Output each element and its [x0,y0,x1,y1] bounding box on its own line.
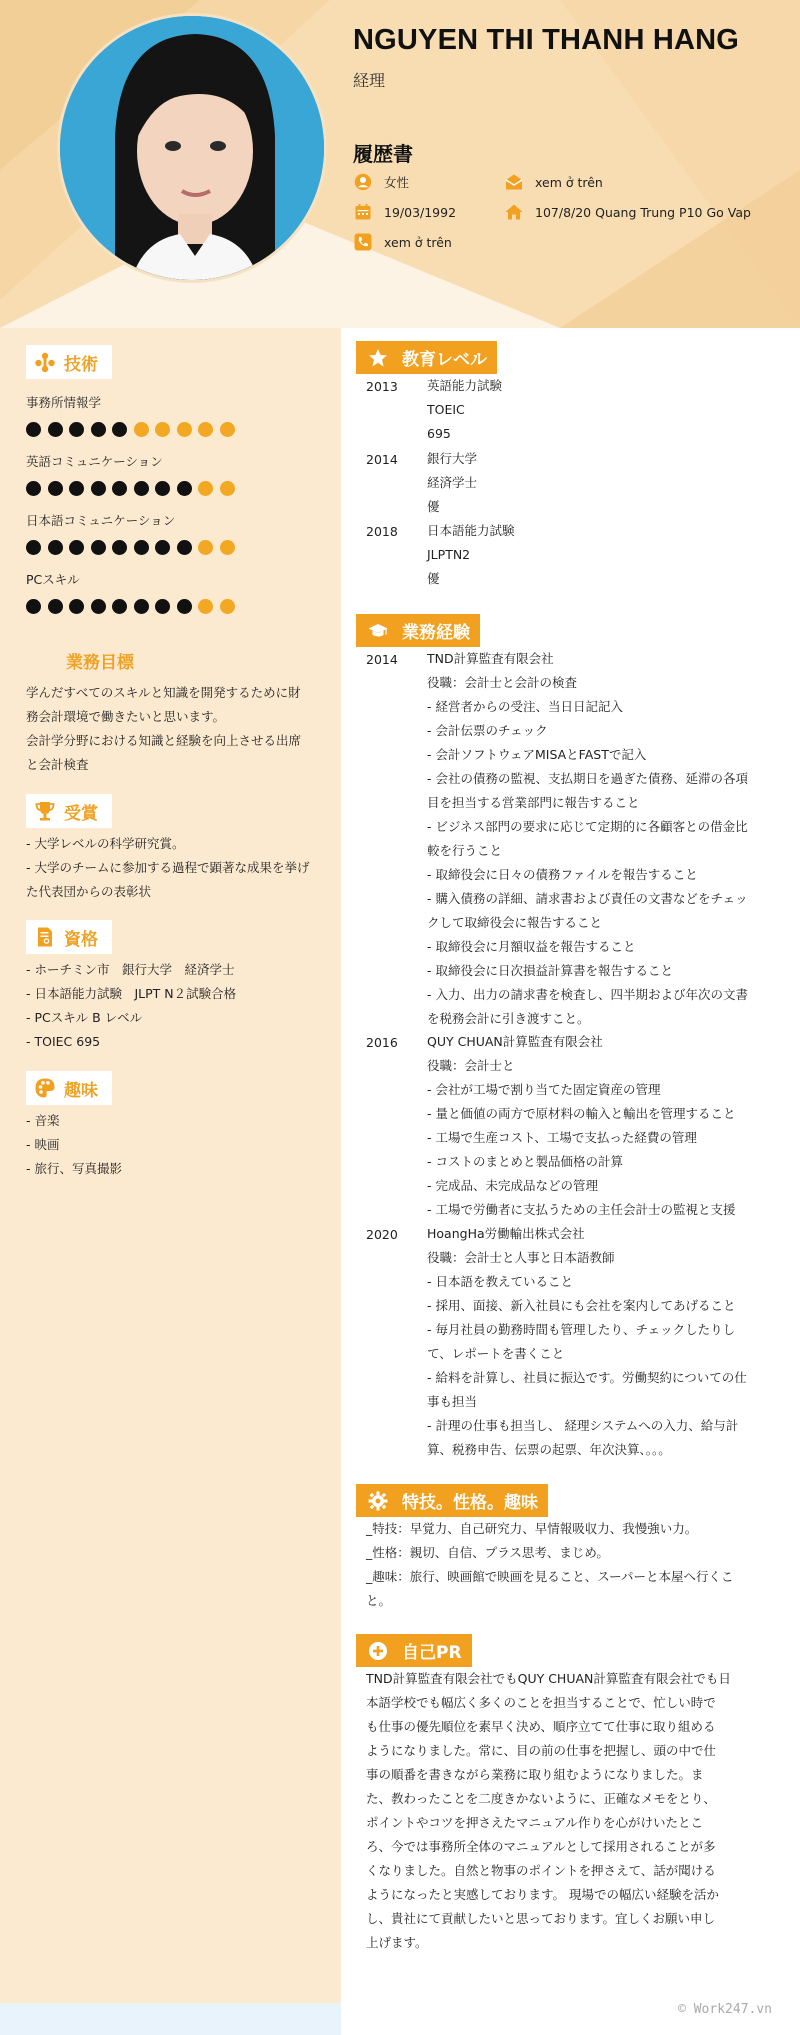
goal-text [26,681,326,777]
rating-dot-filled [91,481,106,496]
hobbies-text [26,1109,326,1181]
certificates-text [26,958,326,1054]
experience-line: 算、税務申告、伝票の起票、年次決算、。。。 [427,1442,671,1457]
goal-line: 務会計環境で働きたいと思います。 [26,709,226,724]
education-line: 経済学士 [427,475,478,490]
experience-line: - 取締役会に日次損益計算書を報告すること [427,963,673,978]
awards-text [26,832,326,904]
experience-entry [427,1222,777,1462]
self-pr-line: ろ、今では事務所全体のマニュアルとして採用されることが多 [366,1839,716,1854]
experience-line: - 取締役会に月額収益を報告すること [427,939,636,954]
education-title-text: 教育レベル [402,350,487,370]
skill-name: 英語コミュニケーション [26,454,163,469]
experience-line: - 会社の債務の監視、支払期日を過ぎた債務、延滞の各項 [427,771,748,786]
rating-dot-filled [134,481,149,496]
experience-line: クして取締役会に報告すること [427,915,603,930]
resume-title: 履歴書 [353,142,413,166]
plus-circle-icon [368,1641,388,1661]
experience-year: 2020 [366,1227,398,1242]
education-year: 2013 [366,379,398,394]
certificate-line: - TOIEC 695 [26,1034,101,1049]
rating-dot-empty [198,481,213,496]
education-line: 日本語能力試験 [427,523,515,538]
rating-dot-empty [220,481,235,496]
experience-line: 較を行うこと [427,843,503,858]
skill-rating [26,481,241,496]
education-section-title [356,341,497,374]
trophy-icon [34,800,56,822]
contact-birthdate [354,203,456,221]
rating-dot-filled [134,599,149,614]
rating-dot-empty [220,540,235,555]
rating-dot-filled [48,540,63,555]
experience-line: - 工場で生産コスト、工場で支払った経費の管理 [427,1130,697,1145]
rating-dot-filled [69,481,84,496]
self-pr-line: も仕事の優先順位を素早く決め、順序立てて仕事に取り組める [366,1719,716,1734]
self-pr-line: し、貴社にて貢献したいと思っております。宜しくお願い申し [366,1911,716,1926]
contact-address [505,203,751,221]
rating-dot-filled [26,540,41,555]
contact-email-text: xem ở trên [535,174,603,190]
self-pr-section-title [356,1634,472,1667]
experience-line: - 給料を計算し、社員に振込です。労働契約についての仕 [427,1370,747,1385]
self-pr-text [366,1667,776,1955]
email-icon [505,173,523,191]
home-icon [505,203,523,221]
rating-dot-empty [220,422,235,437]
rating-dot-filled [26,481,41,496]
profile-photo-illustration [60,16,327,283]
rating-dot-empty [155,422,170,437]
awards-line: た代表団からの表彰状 [26,884,152,899]
awards-line: - 大学のチームに参加する過程で顕著な成果を挙げ [26,860,310,875]
hobby-line: - 音楽 [26,1113,60,1128]
contact-email [505,173,603,191]
rating-dot-filled [91,422,106,437]
rating-dot-filled [48,481,63,496]
talent-line: _性格：親切、自信、プラス思考、まじめ。 [366,1545,609,1560]
talents-section-title [356,1484,548,1517]
experience-line: 役職：会計士と [427,1058,515,1073]
rating-dot-empty [198,422,213,437]
calendar-icon [354,203,372,221]
experience-section-title [356,614,480,647]
rating-dot-filled [112,481,127,496]
experience-line: を税務会計に引き渡すこと。 [427,1011,590,1026]
talent-line: と。 [366,1593,392,1608]
skill-name: 日本語コミュニケーション [26,513,176,528]
rating-dot-filled [134,540,149,555]
skill-rating [26,422,241,437]
rating-dot-empty [198,540,213,555]
rating-dot-filled [91,540,106,555]
awards-title-text: 受賞 [64,803,98,824]
experience-line: - 毎月社員の勤務時間も管理したり、チェックしたりし [427,1322,736,1337]
rating-dot-filled [155,481,170,496]
phone-icon [354,233,372,251]
contact-phone [354,233,452,251]
self-pr-line: た、教わったことを二度きかないように、正確なメモをとり、 [366,1791,716,1806]
footer-brand[interactable]: © Work247.vn [678,2002,772,2017]
rating-dot-filled [155,599,170,614]
self-pr-line: 事の順番を書きながら業務に取り組むようになりました。ま [366,1767,704,1782]
rating-dot-filled [91,599,106,614]
rating-dot-filled [26,422,41,437]
experience-year: 2014 [366,652,398,667]
skill-rating [26,540,241,555]
education-entry [427,519,777,591]
experience-line: - 会計ソフトウェアMISAとFASTで記入 [427,747,647,762]
hobbies-section-title [26,1071,112,1105]
experience-line: - 完成品、未完成品などの管理 [427,1178,598,1193]
education-year: 2014 [366,452,398,467]
self-pr-line: くなりました。自然と物事のポイントを押さえて、話が聞ける [366,1863,716,1878]
skill-name: 事務所情報学 [26,395,102,410]
rating-dot-filled [177,481,192,496]
skills-icon [34,351,56,373]
certificate-line: - PCスキル B レベル [26,1010,143,1025]
experience-line: 役職：会計士と人事と日本語教師 [427,1250,615,1265]
certificate-line: - 日本語能力試験 JLPT N２試験合格 [26,986,237,1001]
rating-dot-filled [48,422,63,437]
goal-line: 学んだすべてのスキルと知識を開発するために財 [26,685,301,700]
experience-line: TND計算監査有限会社 [427,651,554,666]
experience-line: - コストのまとめと製品価格の計算 [427,1154,623,1169]
experience-line: QUY CHUAN計算監査有限会社 [427,1034,603,1049]
talent-line: _趣味：旅行、映画館で映画を見ること、スーパーと本屋へ行くこ [366,1569,734,1584]
rating-dot-filled [177,599,192,614]
contact-gender [354,173,409,191]
self-pr-line: TND計算監査有限会社でもQUY CHUAN計算監査有限会社でも日 [366,1671,731,1686]
left-column-footer [0,2003,341,2035]
experience-line: - 会計伝票のチェック [427,723,548,738]
experience-line: HoangHa労働輸出株式会社 [427,1226,585,1241]
contact-gender-text: 女性 [384,175,410,190]
education-line: TOEIC [427,402,465,417]
graduation-cap-icon [368,621,388,641]
contact-birthdate-text: 19/03/1992 [384,204,457,220]
rating-dot-filled [112,599,127,614]
skill-name: PCスキル [26,572,80,587]
goal-line: 会計学分野における知識と経験を向上させる出席 [26,733,302,748]
rating-dot-empty [198,599,213,614]
rating-dot-filled [69,540,84,555]
hobbies-title-text: 趣味 [64,1080,98,1101]
experience-line: - 入力、出力の請求書を検査し、四半期および年次の文書 [427,987,748,1002]
skills-title-text: 技術 [64,354,98,375]
experience-line: 事も担当 [427,1394,478,1409]
goal-line: と会計検査 [26,757,89,772]
rating-dot-filled [48,599,63,614]
certificates-section-title [26,920,112,954]
experience-line: - ビジネス部門の要求に応じて定期的に各顧客との借金比 [427,819,748,834]
education-line: 銀行大学 [427,451,478,466]
rating-dot-filled [26,599,41,614]
education-year: 2018 [366,524,398,539]
experience-line: - 工場で労働者に支払うための主任会計士の監視と支援 [427,1202,736,1217]
rating-dot-filled [69,422,84,437]
goal-section-title: 業務目標 [66,653,134,673]
awards-line: - 大学レベルの科学研究賞。 [26,836,185,851]
experience-title-text: 業務経験 [402,623,470,643]
self-pr-title-text: 自己PR [402,1643,462,1663]
experience-year: 2016 [366,1035,398,1050]
experience-line: - 会社が工場で割り当てた固定資産の管理 [427,1082,661,1097]
education-line: 695 [427,426,451,441]
talents-title-text: 特技。性格。趣味 [402,1493,538,1513]
experience-line: - 購入債務の詳細、請求書および責任の文書などをチェッ [427,891,748,906]
profile-photo [57,13,327,283]
contact-phone-text: xem ở trên [384,234,452,250]
rating-dot-empty [177,422,192,437]
experience-entry [427,647,777,1031]
hobby-line: - 旅行、写真撮影 [26,1161,122,1176]
education-line: JLPTN2 [427,547,471,562]
gear-icon [368,1491,388,1511]
experience-line: - 計理の仕事も担当し、 経理システムへの入力、給与計 [427,1418,739,1433]
experience-line: 役職：会計士と会計の検査 [427,675,578,690]
talents-text [366,1517,776,1613]
resume-header [0,0,800,328]
education-line: 優 [427,499,440,514]
user-icon [354,173,372,191]
desired-position: 経理 [353,71,386,90]
certificate-icon [34,926,56,948]
rating-dot-filled [155,540,170,555]
education-line: 優 [427,571,440,586]
rating-dot-filled [112,422,127,437]
self-pr-line: ポイントやコツを押さえたマニュアル作りを心がけいたとこ [366,1815,704,1830]
certificate-line: - ホーチミン市 銀行大学 経済学士 [26,962,235,977]
awards-section-title [26,794,112,828]
self-pr-line: 上げます。 [366,1935,428,1950]
rating-dot-filled [177,540,192,555]
experience-line: - 経営者からの受注、当日日記記入 [427,699,623,714]
experience-entry [427,1030,777,1222]
experience-line: - 日本語を教えていること [427,1274,573,1289]
self-pr-line: 本語学校でも幅広く多くのことを担当することで、忙しい時で [366,1695,716,1710]
talent-line: _特技：早覚力、自己研究力、早情報吸収力、我慢強い力。 [366,1521,698,1536]
education-line: 英語能力試験 [427,378,503,393]
self-pr-line: ようになったと実感しております。 現場での幅広い経験を活か [366,1887,719,1902]
experience-line: - 取締役会に日々の債務ファイルを報告すること [427,867,698,882]
experience-line: - 量と価値の両方で原材料の輸入と輸出を管理すること [427,1106,736,1121]
skills-section-title [26,345,112,379]
skill-rating [26,599,241,614]
experience-line: - 採用、面接、新入社員にも会社を案内してあげること [427,1298,736,1313]
palette-icon [34,1077,56,1099]
rating-dot-filled [112,540,127,555]
education-entry [427,374,777,446]
rating-dot-empty [220,599,235,614]
contact-address-text: 107/8/20 Quang Trung P10 Go Vap [535,204,751,220]
certificates-title-text: 資格 [64,929,98,950]
rating-dot-filled [69,599,84,614]
experience-line: て、レポートを書くこと [427,1346,565,1361]
star-icon [368,348,388,368]
candidate-name: NGUYEN THI THANH HANG [353,24,740,56]
hobby-line: - 映画 [26,1137,60,1152]
education-entry [427,447,777,519]
rating-dot-empty [134,422,149,437]
self-pr-line: ようになりました。常に、目の前の仕事を把握し、頭の中で仕 [366,1743,717,1758]
experience-line: 目を担当する営業部門に報告すること [427,795,640,810]
